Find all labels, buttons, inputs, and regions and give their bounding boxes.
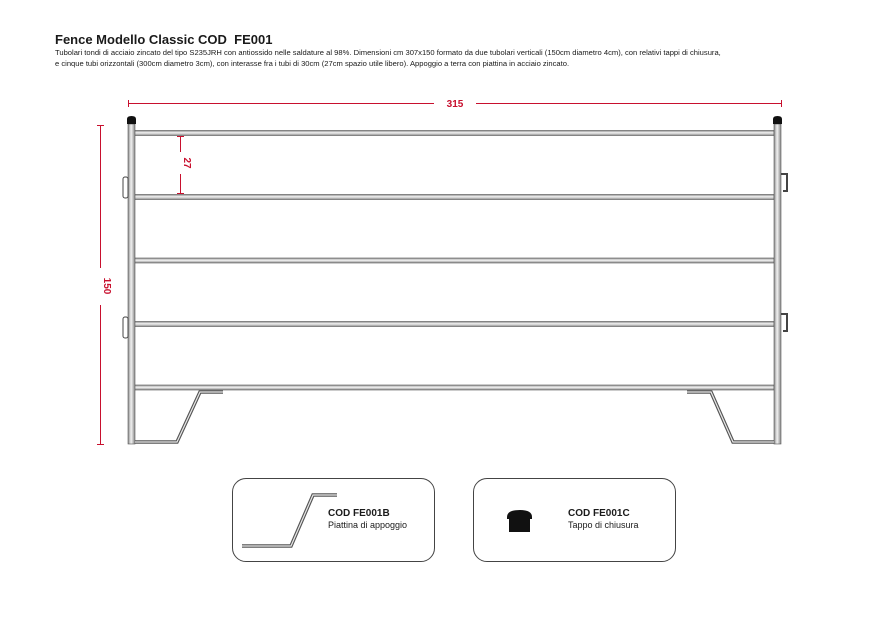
- part-name-cap: Tappo di chiusura: [568, 520, 639, 530]
- left-post: [123, 116, 136, 444]
- right-hook-upper: [781, 174, 787, 191]
- right-post: [773, 116, 787, 444]
- part-name-plate: Piattina di appoggio: [328, 520, 408, 530]
- left-hinge-upper: [123, 177, 128, 198]
- height-dimension: [97, 125, 112, 445]
- right-hook-lower: [781, 314, 787, 331]
- part-code-cap: COD FE001C: [568, 508, 630, 519]
- left-hinge-lower: [123, 317, 128, 338]
- spacing-dimension: [177, 136, 192, 194]
- width-label: 315: [446, 99, 464, 110]
- part-card-cap: [473, 478, 676, 562]
- spacing-label: 27: [181, 157, 192, 169]
- description-line-1: Tubolari tondi di acciaio zincato del tipo S235JRH con antiossido nelle saldature al 98%. Dimensioni cm 307x150 formato da due tubolari verticali (150cm diametro 4cm), con relativi tappi di chiusura,: [55, 48, 721, 57]
- left-support-plate: [135, 392, 223, 442]
- horizontal-tube-5: [134, 385, 774, 390]
- left-cap-icon: [127, 116, 136, 124]
- height-label: 150: [101, 277, 112, 295]
- right-support-plate: [687, 392, 774, 442]
- right-cap-icon: [773, 116, 782, 124]
- horizontal-tube-1: [134, 131, 774, 136]
- part-code-plate: COD FE001B: [328, 508, 390, 519]
- horizontal-tube-2: [134, 195, 774, 200]
- horizontal-tubes: [134, 131, 774, 391]
- part-card-plate: [232, 478, 435, 562]
- horizontal-tube-4: [134, 322, 774, 327]
- description-line-2: e cinque tubi orizzontali (300cm diametro 3cm), con interasse fra i tubi di 30cm (27cm spazio utile libero). Appoggio a terra con piattina in acciaio zincato.: [55, 59, 570, 68]
- page-title: Fence Modello Classic COD FE001: [55, 32, 273, 47]
- width-dimension: [128, 99, 782, 110]
- horizontal-tube-3: [134, 258, 774, 263]
